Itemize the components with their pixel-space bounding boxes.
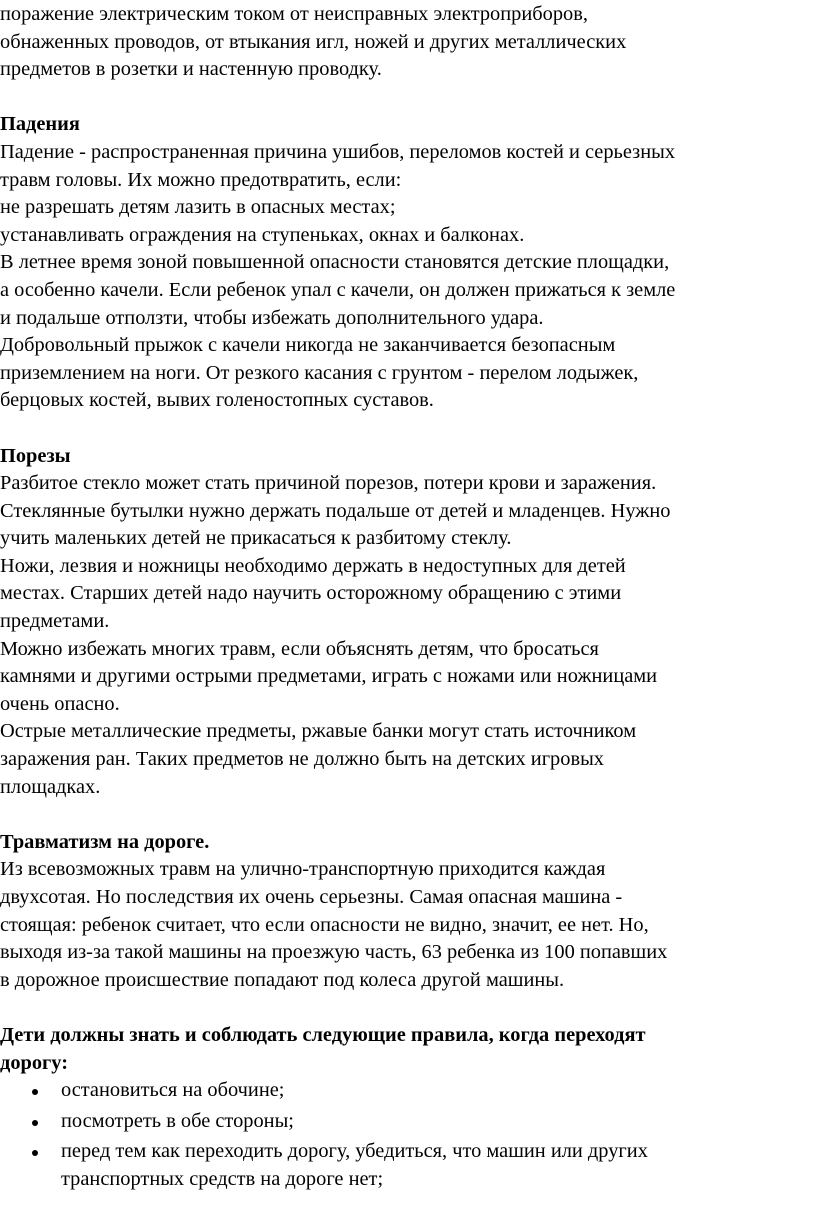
text-line: стоящая: ребенок считает, что если опасности не видно, значит, ее нет. Но, <box>0 913 649 936</box>
text-line: приземлением на ноги. От резкого касания с грунтом - перелом лодыжек, <box>0 361 639 384</box>
text-line: а особенно качели. Если ребенок упал с качели, он должен прижаться к земле <box>0 278 676 301</box>
text-line: устанавливать ограждения на ступеньках, окнах и балконах. <box>0 223 525 246</box>
text-line: Разбитое стекло может стать причиной порезов, потери крови и заражения. <box>0 472 657 495</box>
text-line: предметами. <box>0 610 110 633</box>
list-item-text: транспортных средств на дороге нет; <box>61 1167 384 1190</box>
text-line: местах. Старших детей надо научить осторожному обращению с этими <box>0 582 622 605</box>
blank-line <box>0 801 812 829</box>
text-line: поражение электрическим током от неисправных электроприборов, <box>0 3 588 25</box>
blank-line <box>0 415 812 443</box>
blank-line <box>0 84 812 112</box>
text-line: в дорожное происшествие попадают под колеса другой машины. <box>0 968 565 991</box>
document-page <box>0 1 812 1194</box>
text-line: выходя из-за такой машины на проезжую часть, 63 ребенка из 100 попавших <box>0 941 668 964</box>
text-line: Можно избежать многих травм, если объяснять детям, что бросаться <box>0 637 599 660</box>
section-heading-cuts: Порезы <box>0 444 71 467</box>
text-line: камнями и другими острыми предметами, играть с ножами или ножницами <box>0 665 658 688</box>
section-road <box>0 829 812 995</box>
list-item-text: посмотреть в обе стороны; <box>61 1109 294 1132</box>
text-line: предметов в розетки и настенную проводку. <box>0 58 382 81</box>
text-line: берцовых костей, вывих голеностопных суставов. <box>0 389 434 412</box>
text-line: Острые металлические предметы, ржавые банки могут стать источником <box>0 720 637 743</box>
text-line: Стеклянные бутылки нужно держать подальше от детей и младенцев. Нужно <box>0 499 671 522</box>
text-line: Ножи, лезвия и ножницы необходимо держать в недоступных для детей <box>0 554 626 577</box>
text-line: травм головы. Их можно предотвратить, если: <box>0 168 402 191</box>
list-item <box>0 1108 812 1136</box>
list-item <box>0 1077 812 1105</box>
text-line: очень опасно. <box>0 692 120 715</box>
text-line: площадках. <box>0 775 101 798</box>
text-line: обнаженных проводов, от втыкания игл, ножей и других металлических <box>0 30 627 53</box>
text-line: и подальше отползти, чтобы избежать дополнительного удара. <box>0 306 544 329</box>
section-heading-road: Травматизм на дороге. <box>0 830 210 853</box>
text-line: учить маленьких детей не прикасаться к разбитому стеклу. <box>0 527 512 550</box>
blank-line <box>0 994 812 1022</box>
text-line: не разрешать детям лазить в опасных местах; <box>0 196 396 219</box>
section-heading-falls: Падения <box>0 113 80 136</box>
section-heading-rules-cont: дорогу: <box>0 1051 69 1074</box>
intro-paragraph <box>0 1 812 84</box>
bullet-icon <box>32 1120 38 1126</box>
list-item-text: остановиться на обочине; <box>61 1079 285 1102</box>
section-heading-rules: Дети должны знать и соблюдать следующие правила, когда переходят <box>0 1023 646 1046</box>
section-falls <box>0 111 812 415</box>
text-line: заражения ран. Таких предметов не должно быть на детских игровых <box>0 748 604 771</box>
text-line: двухсотая. Но последствия их очень серьезны. Самая опасная машина - <box>0 886 623 908</box>
section-cuts <box>0 443 812 802</box>
rules-list <box>0 1077 812 1193</box>
bullet-icon <box>32 1150 38 1156</box>
list-item-text: перед тем как переходить дорогу, убедиться, что машин или других <box>61 1140 648 1163</box>
text-line: Падение - распространенная причина ушибов, переломов костей и серьезных <box>0 140 676 163</box>
bullet-icon <box>32 1089 38 1095</box>
list-item <box>0 1138 812 1193</box>
text-line: Из всевозможных травм на улично-транспортную приходится каждая <box>0 858 606 881</box>
section-rules <box>0 1022 812 1194</box>
text-line: В летнее время зоной повышенной опасности становятся детские площадки, <box>0 251 670 274</box>
text-line: Добровольный прыжок с качели никогда не заканчивается безопасным <box>0 334 616 357</box>
